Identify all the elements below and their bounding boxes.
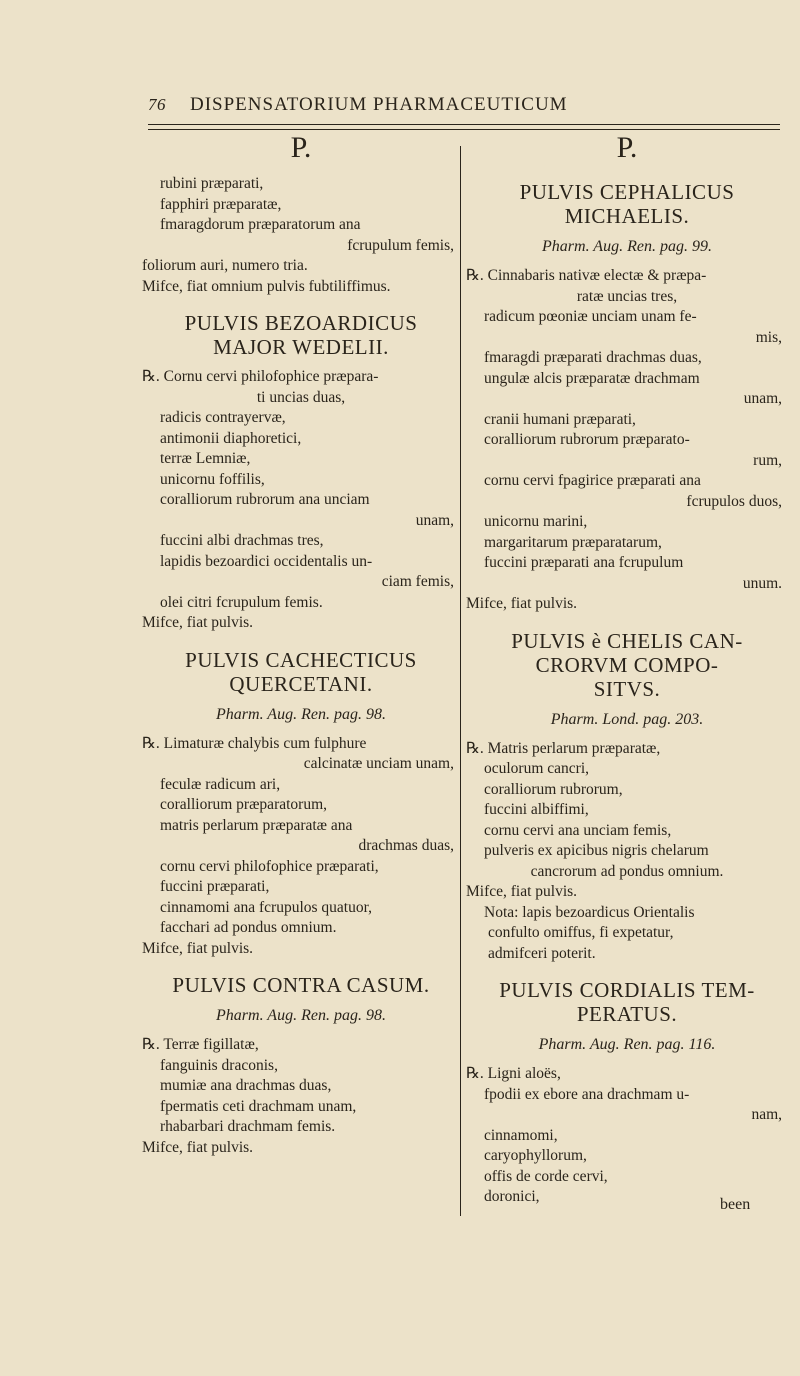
section-letter: P. — [290, 131, 312, 164]
text-line: rum, — [753, 451, 782, 469]
text-line: offis de corde cervi, — [484, 1167, 608, 1185]
text-line: matris perlarum præparatæ ana — [160, 816, 353, 834]
text-line: fuccini albiffimi, — [484, 801, 589, 818]
recipe-heading: QUERCETANI. — [229, 671, 373, 696]
running-head — [148, 94, 788, 116]
text-line: admifceri poterit. — [488, 944, 596, 962]
text-line: caryophyllorum, — [484, 1147, 587, 1164]
text-line: unam, — [743, 390, 782, 407]
text-line: fuccini præparati ana fcrupulum — [484, 554, 684, 571]
text-line: cornu cervi philofophice præparati, — [160, 857, 379, 875]
text-line: fuccini albi drachmas tres, — [160, 532, 324, 549]
text-line: confulto omiffus, fi expetatur, — [488, 924, 674, 941]
text-line: fpermatis ceti drachmam unam, — [160, 1097, 357, 1115]
recipe-heading: SITVS. — [593, 676, 661, 701]
recipe-section — [466, 978, 788, 1208]
text-line: ungulæ alcis præparatæ drachmam — [484, 369, 700, 387]
text-line: Mifce, fiat pulvis. — [142, 1138, 254, 1156]
recipe-section — [142, 311, 460, 634]
text-line: drachmas duas, — [358, 837, 454, 854]
text-line: coralliorum rubrorum, — [484, 780, 623, 798]
text-line: cancrorum ad pondus omnium. — [530, 862, 724, 880]
page-number: 76 — [148, 95, 166, 114]
recipe-heading: PULVIS CONTRA CASUM. — [172, 973, 430, 997]
text-line: lapidis bezoardici occidentalis un- — [160, 552, 373, 570]
text-line: Mifce, fiat pulvis. — [466, 595, 578, 612]
text-line: Mifce, fiat pulvis. — [142, 939, 254, 957]
catchword: been — [720, 1196, 751, 1213]
text-line: fmaragdi præparati drachmas duas, — [484, 349, 702, 366]
recipe-heading: MICHAELIS. — [564, 204, 690, 228]
text-line: fcrupulos duos, — [686, 492, 782, 510]
text-line: nam, — [751, 1106, 782, 1123]
recipe-section — [466, 180, 788, 615]
text-line: ciam femis, — [381, 573, 454, 590]
pharmacopoeia-reference: Pharm. Aug. Ren. pag. 98. — [216, 705, 386, 723]
text-line: antimonii diaphoretici, — [160, 429, 302, 447]
text-line: ℞. Matris perlarum præparatæ, — [466, 739, 661, 757]
text-line: cinnamomi, — [484, 1126, 558, 1144]
column-divider — [460, 146, 461, 1216]
text-line: coralliorum præparatorum, — [160, 796, 328, 813]
recipe-heading: CRORVM COMPO- — [535, 652, 719, 677]
text-line: unum. — [742, 574, 782, 592]
pharmacopoeia-reference: Pharm. Aug. Ren. pag. 116. — [538, 1036, 716, 1053]
recipe-heading: PULVIS BEZOARDICUS — [184, 311, 418, 335]
text-line: margaritarum præparatarum, — [484, 533, 662, 551]
text-line: mumiæ ana drachmas duas, — [160, 1077, 332, 1094]
text-line: fmaragdorum præparatorum ana — [160, 216, 361, 233]
text-line: cornu cervi fpagirice præparati ana — [484, 472, 701, 489]
recipe-section — [142, 648, 460, 960]
text-line: rubini præparati, — [160, 175, 264, 192]
running-title: DISPENSATORIUM PHARMACEUTICUM — [190, 94, 568, 115]
text-line: cornu cervi ana unciam femis, — [484, 821, 672, 839]
text-line: oculorum cancri, — [484, 760, 590, 777]
text-line: Mifce, fiat pulvis. — [142, 614, 254, 631]
text-line: unicornu foffilis, — [160, 470, 265, 488]
recipe-section — [466, 629, 788, 965]
text-line: unam, — [415, 511, 454, 529]
text-line: pulveris ex apicibus nigris chelarum — [484, 842, 709, 859]
text-line: ℞. Cinnabaris nativæ electæ & præpa- — [466, 267, 707, 284]
text-line: fanguinis draconis, — [160, 1056, 278, 1074]
text-line: cinnamomi ana fcrupulos quatuor, — [160, 898, 373, 916]
text-line: calcinatæ unciam unam, — [303, 755, 454, 772]
pharmacopoeia-reference: Pharm. Aug. Ren. pag. 98. — [216, 1007, 386, 1024]
text-line: fapphiri præparatæ, — [160, 195, 282, 213]
text-line: ratæ uncias tres, — [576, 287, 678, 305]
text-line: ℞. Terræ figillatæ, — [142, 1036, 259, 1053]
text-line: cranii humani præparati, — [484, 410, 636, 428]
text-line: Nota: lapis bezoardicus Orientalis — [484, 903, 695, 921]
recipe-heading: PULVIS CEPHALICUS — [519, 180, 735, 204]
text-line: ℞. Ligni aloës, — [466, 1065, 561, 1082]
recipe-heading: PERATUS. — [576, 1002, 678, 1026]
text-line: feculæ radicum ari, — [160, 775, 281, 793]
pharmacopoeia-reference: Pharm. Aug. Ren. pag. 99. — [542, 238, 712, 255]
text-line: Mifce, fiat omnium pulvis fubtiliffimus. — [142, 277, 391, 295]
text-line: coralliorum rubrorum præparato- — [484, 431, 690, 448]
text-line: fpodii ex ebore ana drachmam u- — [484, 1085, 690, 1103]
text-line: foliorum auri, numero tria. — [142, 257, 308, 274]
right-column — [466, 130, 788, 1208]
pharmacopoeia-reference: Pharm. Lond. pag. 203. — [550, 710, 704, 728]
text-line: fuccini præparati, — [160, 878, 270, 895]
text-line: unicornu marini, — [484, 513, 588, 530]
text-line: coralliorum rubrorum ana unciam — [160, 491, 370, 508]
recipe-heading: PULVIS è CHELIS CAN- — [511, 628, 743, 653]
text-line: terræ Lemniæ, — [160, 450, 251, 467]
text-line: ti uncias duas, — [256, 388, 346, 406]
text-line: radicis contrayervæ, — [160, 409, 286, 426]
section-letter: P. — [616, 131, 638, 164]
text-line: ℞. Cornu cervi philofophice præpara- — [142, 368, 379, 385]
recipe-section — [142, 973, 460, 1158]
text-line: doronici, — [484, 1188, 540, 1205]
text-line: facchari ad pondus omnium. — [160, 919, 337, 936]
text-line: radicum pœoniæ unciam unam fe- — [484, 308, 697, 325]
text-line: mis, — [755, 328, 782, 346]
recipe-heading: MAJOR WEDELII. — [213, 335, 389, 359]
text-line: olei citri fcrupulum femis. — [160, 593, 323, 611]
text-line: Mifce, fiat pulvis. — [466, 883, 578, 900]
left-column — [142, 130, 460, 1158]
text-line: rhabarbari drachmam femis. — [160, 1118, 336, 1135]
text-line: ℞. Limaturæ chalybis cum fulphure — [142, 734, 367, 752]
recipe-heading: PULVIS CORDIALIS TEM- — [499, 978, 755, 1002]
text-line: fcrupulum femis, — [347, 236, 454, 254]
recipe-heading: PULVIS CACHECTICUS — [185, 647, 417, 672]
